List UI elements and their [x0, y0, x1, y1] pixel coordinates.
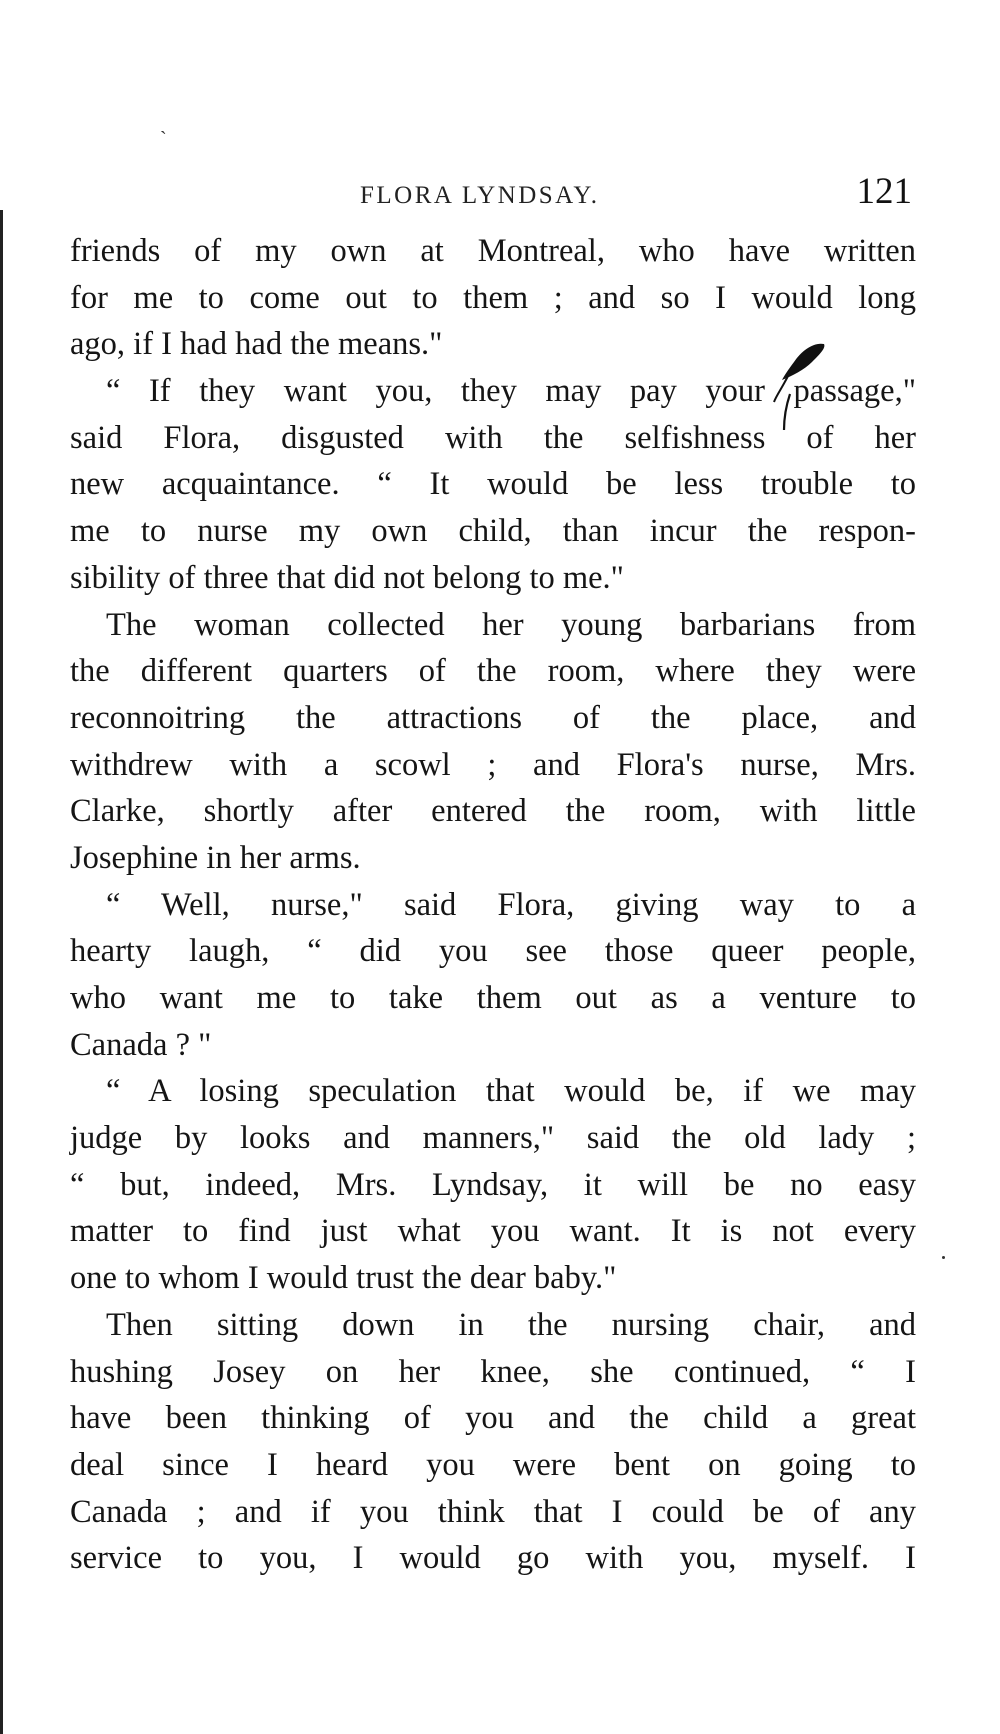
text-line: deal since I heard you were bent on going to: [70, 1446, 916, 1483]
text-line: who want me to take them out as a venture to: [70, 980, 916, 1016]
text-line: “ but, indeed, Mrs. Lyndsay, it will be no easy: [70, 1166, 916, 1203]
ink-dot: [942, 1256, 945, 1259]
running-title: FLORA LYNDSAY.: [360, 182, 600, 209]
text-line: the different quarters of the room, where they were: [70, 653, 916, 690]
text-line: friends of my own at Montreal, who have written: [70, 233, 916, 269]
ink-speck: `: [160, 128, 167, 150]
text-line: sibility of three that did not belong to me.": [70, 559, 624, 596]
text-line: matter to find just what you want. It is not every: [70, 1213, 916, 1250]
text-line: one to whom I would trust the dear baby.": [70, 1260, 617, 1297]
text-line: reconnoitring the attractions of the place, and: [70, 699, 916, 736]
page-number: 121: [856, 171, 912, 212]
text-line: for me to come out to them ; and so I would long: [70, 279, 916, 316]
text-line: hearty laugh, “ did you see those queer people,: [70, 933, 916, 970]
text-line: Canada ; and if you think that I could be of any: [70, 1493, 916, 1530]
text-line: service to you, I would go with you, myself. I: [70, 1540, 916, 1577]
page-edge-line: [0, 210, 3, 1734]
body-text: [70, 228, 916, 1582]
text-line: Then sitting down in the nursing chair, and: [106, 1306, 916, 1343]
text-line: “ Well, nurse," said Flora, giving way to a: [106, 886, 916, 923]
text-line: “ A losing speculation that would be, if we may: [106, 1073, 916, 1110]
page-header: [70, 170, 916, 220]
text-line: withdrew with a scowl ; and Flora's nurse, Mrs.: [70, 746, 916, 783]
text-line: said Flora, disgusted with the selfishness of her: [70, 419, 916, 456]
text-line: judge by looks and manners," said the old lady ;: [70, 1120, 916, 1157]
text-line: new acquaintance. “ It would be less trouble to: [70, 466, 916, 503]
text-line: me to nurse my own child, than incur the respon-: [70, 513, 916, 550]
text-line: Canada ? ": [70, 1026, 212, 1063]
text-line: hushing Josey on her knee, she continued, “ I: [70, 1353, 916, 1390]
text-line: have been thinking of you and the child a great: [70, 1400, 916, 1437]
text-line: ago, if I had had the means.": [70, 326, 443, 363]
text-line: The woman collected her young barbarians from: [106, 606, 916, 643]
text-line: “ If they want you, they may pay your passage,": [106, 373, 916, 410]
text-line: Clarke, shortly after entered the room, with little: [70, 793, 916, 830]
text-line: Josephine in her arms.: [70, 839, 361, 876]
